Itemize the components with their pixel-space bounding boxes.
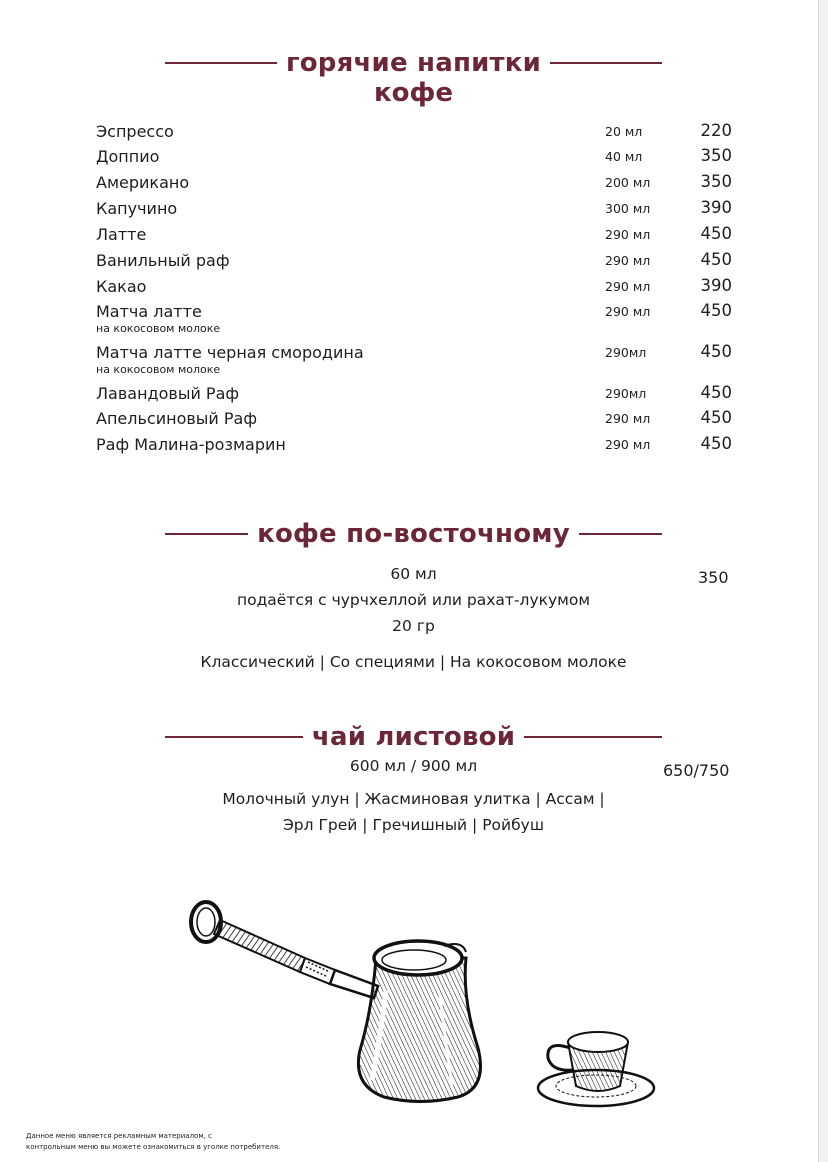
coffee-cup-icon bbox=[538, 1032, 654, 1106]
item-volume: 200 мл bbox=[605, 175, 651, 190]
disclaimer-line-2: контрольным меню вы можете ознакомиться в уголке потребителя. bbox=[26, 1143, 281, 1151]
eastern-coffee-variants: Классический | Со специями | На кокосовом молоке bbox=[200, 653, 627, 671]
item-note: на кокосовом молоке bbox=[96, 363, 221, 376]
item-volume: 290 мл bbox=[605, 279, 651, 294]
item-name: Капучино bbox=[96, 199, 178, 218]
tea-volume: 600 мл / 900 мл bbox=[349, 757, 478, 775]
hot-drinks-title: горячие напитки bbox=[285, 48, 542, 78]
item-price: 450 bbox=[700, 383, 732, 402]
item-price: 390 bbox=[700, 276, 732, 295]
item-name: Латте bbox=[96, 225, 147, 244]
item-volume: 290мл bbox=[605, 386, 647, 401]
item-price: 450 bbox=[700, 434, 732, 453]
turkish-coffee-pot-icon bbox=[191, 902, 481, 1102]
item-name: Матча латте черная смородина bbox=[96, 343, 364, 362]
item-price: 450 bbox=[700, 301, 732, 320]
item-price: 450 bbox=[700, 342, 732, 361]
disclaimer-line-1: Данное меню является рекламным материалом, с bbox=[26, 1132, 212, 1140]
item-note: на кокосовом молоке bbox=[96, 322, 221, 335]
tea-varieties-line-1: Молочный улун | Жасминовая улитка | Ассам | bbox=[222, 790, 605, 808]
item-volume: 290 мл bbox=[605, 227, 651, 242]
item-volume: 40 мл bbox=[605, 149, 643, 164]
item-price: 450 bbox=[700, 250, 732, 269]
tea-varieties-line-2: Эрл Грей | Гречишный | Ройбуш bbox=[282, 816, 545, 834]
item-name: Апельсиновый Раф bbox=[96, 409, 258, 428]
eastern-coffee-served-with: подаётся с чурчхеллой или рахат-лукумом bbox=[236, 591, 591, 609]
item-volume: 20 мл bbox=[605, 124, 643, 139]
tea-price: 650/750 bbox=[663, 761, 730, 780]
disclaimer bbox=[26, 1131, 280, 1153]
item-price: 390 bbox=[700, 198, 732, 217]
item-volume: 290 мл bbox=[605, 411, 651, 426]
item-name: Матча латте bbox=[96, 302, 202, 321]
eastern-coffee-volume: 60 мл bbox=[390, 565, 437, 583]
item-name: Ванильный раф bbox=[96, 251, 230, 270]
item-price: 450 bbox=[700, 408, 732, 427]
item-price: 220 bbox=[700, 121, 732, 140]
item-volume: 290 мл bbox=[605, 253, 651, 268]
item-name: Американо bbox=[96, 173, 190, 192]
coffee-subtitle: кофе bbox=[374, 78, 453, 108]
item-name: Раф Малина-розмарин bbox=[96, 435, 286, 454]
eastern-coffee-title: кофе по-восточному bbox=[257, 519, 570, 549]
item-name: Лавандовый Раф bbox=[96, 384, 240, 403]
item-name: Доппио bbox=[96, 147, 160, 166]
item-volume: 290 мл bbox=[605, 304, 651, 319]
item-volume: 290 мл bbox=[605, 437, 651, 452]
item-volume: 290мл bbox=[605, 345, 647, 360]
item-price: 350 bbox=[700, 146, 732, 165]
item-price: 350 bbox=[700, 172, 732, 191]
eastern-coffee-price: 350 bbox=[698, 568, 729, 587]
item-price: 450 bbox=[700, 224, 732, 243]
item-volume: 300 мл bbox=[605, 201, 651, 216]
item-name: Эспрессо bbox=[96, 122, 174, 141]
item-name: Какао bbox=[96, 277, 147, 296]
tea-title: чай листовой bbox=[311, 722, 516, 752]
eastern-coffee-weight: 20 гр bbox=[392, 617, 435, 635]
